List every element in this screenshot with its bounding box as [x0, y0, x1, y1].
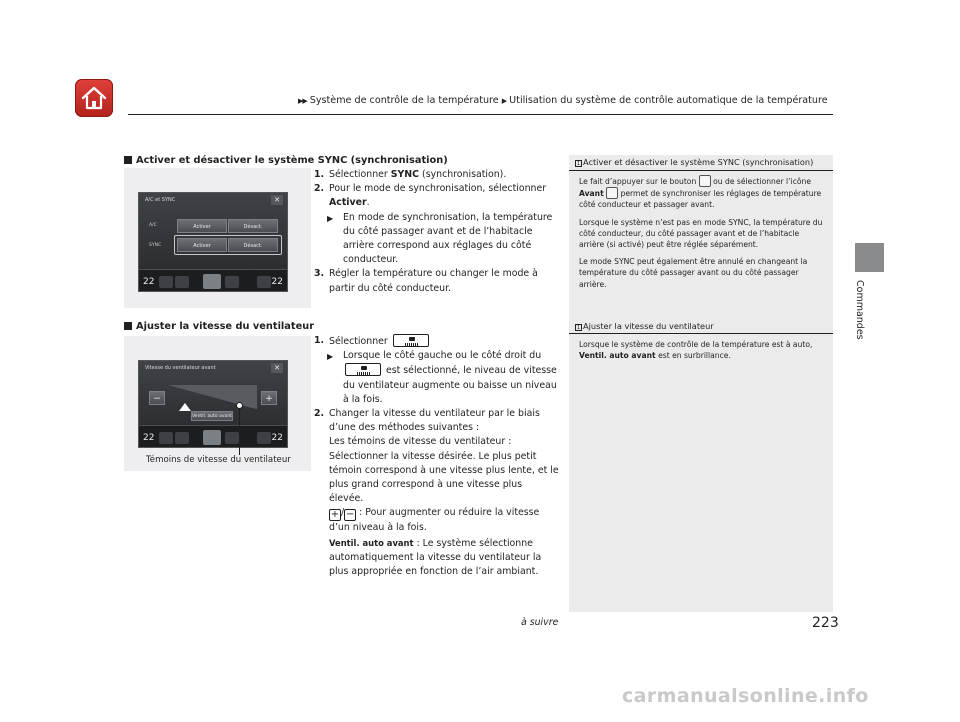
- sync-off-button: Désact.: [228, 238, 278, 252]
- page-number: 223: [812, 615, 839, 631]
- screen-title: Vitesse du ventilateur avant: [145, 365, 216, 371]
- breadcrumb-arrow-icon: ▶: [501, 97, 507, 105]
- minus-key-icon: −: [345, 509, 355, 521]
- ac-on-button: Activer: [177, 219, 227, 233]
- watermark: carmanualsonline.info: [622, 685, 869, 707]
- step-2-plus-minus: + / − : Pour augmenter ou réduire la vitesse d’un niveau à la fois.: [329, 507, 540, 534]
- side-tab-label: Commandes: [854, 280, 865, 340]
- home-button[interactable]: [75, 79, 113, 117]
- seat-heat-right-icon: [257, 432, 271, 444]
- square-bullet-icon: [124, 322, 132, 330]
- section-title-sync: Activer et désactiver le système SYNC (synchronisation): [124, 155, 448, 166]
- result-arrow-icon: ▶: [327, 213, 334, 223]
- sync-screen-photo: [124, 168, 311, 308]
- step-2-result: ▶ En mode de synchronisation, la température du côté passager avant et de l’habitacle arrière correspond aux réglages du côté conducteur.: [327, 211, 553, 266]
- step-1: 1. Sélectionner SYNC (synchronisation).: [314, 169, 507, 180]
- step-1: 1. Sélectionner: [329, 334, 559, 349]
- pointer-arrow-icon: [179, 403, 191, 411]
- fan-plus-button: +: [261, 391, 277, 405]
- recirc-icon: [225, 276, 239, 288]
- breadcrumb-arrow-icon: ▶▶: [298, 97, 307, 105]
- fan-screen: [138, 360, 288, 448]
- seat-heat-right-icon: [257, 276, 271, 288]
- step-2: 2. Changer la vitesse du ventilateur par le biais d’une des méthodes suivantes :: [314, 408, 540, 434]
- seat-heat-icon: [159, 432, 173, 444]
- fan-screen-photo: [124, 336, 311, 471]
- note-marker-icon: 1: [576, 161, 581, 167]
- temp-right: 22: [271, 433, 283, 443]
- callout-line: [239, 406, 240, 455]
- temp-right: 22: [271, 277, 283, 287]
- side-tab-marker: [855, 243, 884, 272]
- screen-title: A/C et SYNC: [145, 197, 176, 203]
- sync-screen: [138, 192, 288, 292]
- result-arrow-icon: ▶: [327, 352, 334, 362]
- callout-dot: [236, 402, 243, 409]
- screen-close-icon: ✕: [271, 195, 283, 205]
- step-3: 3. Régler la température ou changer le mode à partir du côté conducteur.: [314, 268, 538, 294]
- step-2: 2. Pour le mode de synchronisation, sélectionner Activer.: [314, 183, 547, 209]
- ac-off-button: Désact.: [228, 219, 278, 233]
- fan-steps: [314, 334, 559, 579]
- continued-label: à suivre: [521, 617, 559, 628]
- breadcrumb-current: Utilisation du système de contrôle automatique de la température: [509, 95, 828, 106]
- fan-direction-icon: [175, 276, 189, 288]
- fan-minus-button: −: [149, 391, 165, 405]
- fan-button-icon: [345, 363, 381, 376]
- step-1-result: ▶ Lorsque le côté gauche ou le côté droit du est sélectionné, le niveau de vitesse du ventilateur augmente ou baisse un niveau à la fois.: [327, 350, 557, 405]
- screen-close-icon: ✕: [271, 363, 283, 373]
- sync-button-icon: [699, 175, 711, 187]
- fan-indicators-caption: Témoins de vitesse du ventilateur: [146, 455, 291, 465]
- plus-key-icon: +: [330, 509, 340, 521]
- screen-bottom-bar: [139, 425, 287, 447]
- temp-left: 22: [143, 433, 155, 443]
- auto-fan-button: Ventil. auto avant: [191, 411, 233, 421]
- note-body-sync: Le fait d’appuyer sur le bouton ou de sélectionner l’icône Avant permet de synchroniser les réglages de température côté conducteur et passager avant. Lorsque le système n’est pas en mode SYNC, la température du côté conducteur, du côté passager avant et de l’habitacle arrière (si activé) peut être réglée séparément. Le mode SYNC peut également être annulé en changeant la température du côté passager avant ou du côté passager arrière.: [579, 177, 823, 289]
- fan-direction-icon: [175, 432, 189, 444]
- screen-row-sync-label: SYNC: [149, 243, 162, 248]
- breadcrumb: [298, 95, 828, 106]
- sync-steps: [314, 168, 559, 296]
- note-body-fan: Lorsque le système de contrôle de la température est à auto, Ventil. auto avant est en surbrillance.: [579, 340, 813, 361]
- recirc-icon: [225, 432, 239, 444]
- square-bullet-icon: [124, 156, 132, 164]
- fan-button-icon: [393, 334, 429, 347]
- note-divider: [569, 333, 833, 334]
- screen-bottom-bar: [139, 269, 287, 291]
- section-title-fan: Ajuster la vitesse du ventilateur: [124, 321, 314, 332]
- screen-row-ac-label: A/C: [149, 223, 157, 228]
- front-icon: [606, 187, 618, 199]
- temp-left: 22: [143, 277, 155, 287]
- breadcrumb-link-climate[interactable]: Système de contrôle de la température: [309, 95, 499, 106]
- step-2-auto: Ventil. auto avant : Le système sélectionne automatiquement la vitesse du ventilateur la plus appropriée en fonction de l’air ambiant.: [329, 537, 542, 578]
- note-title-fan: 1 Ajuster la vitesse du ventilateur: [576, 321, 714, 331]
- note-marker-icon: 1: [576, 325, 581, 331]
- fan-icon: [203, 274, 221, 289]
- note-divider: [569, 170, 833, 171]
- seat-heat-icon: [159, 276, 173, 288]
- step-2-indicators-desc: Sélectionner la vitesse désirée. Le plus petit témoin correspond à une vitesse plus lente, et le plus grand correspond à une vitesse plus élevée.: [329, 450, 559, 505]
- home-icon: [80, 84, 108, 112]
- sync-on-button: Activer: [177, 238, 227, 252]
- note-title-sync: 1 Activer et désactiver le système SYNC (synchronisation): [576, 157, 814, 167]
- step-2-indicators: Les témoins de vitesse du ventilateur :: [329, 436, 512, 448]
- header-divider: [128, 114, 833, 115]
- fan-icon: [203, 430, 221, 445]
